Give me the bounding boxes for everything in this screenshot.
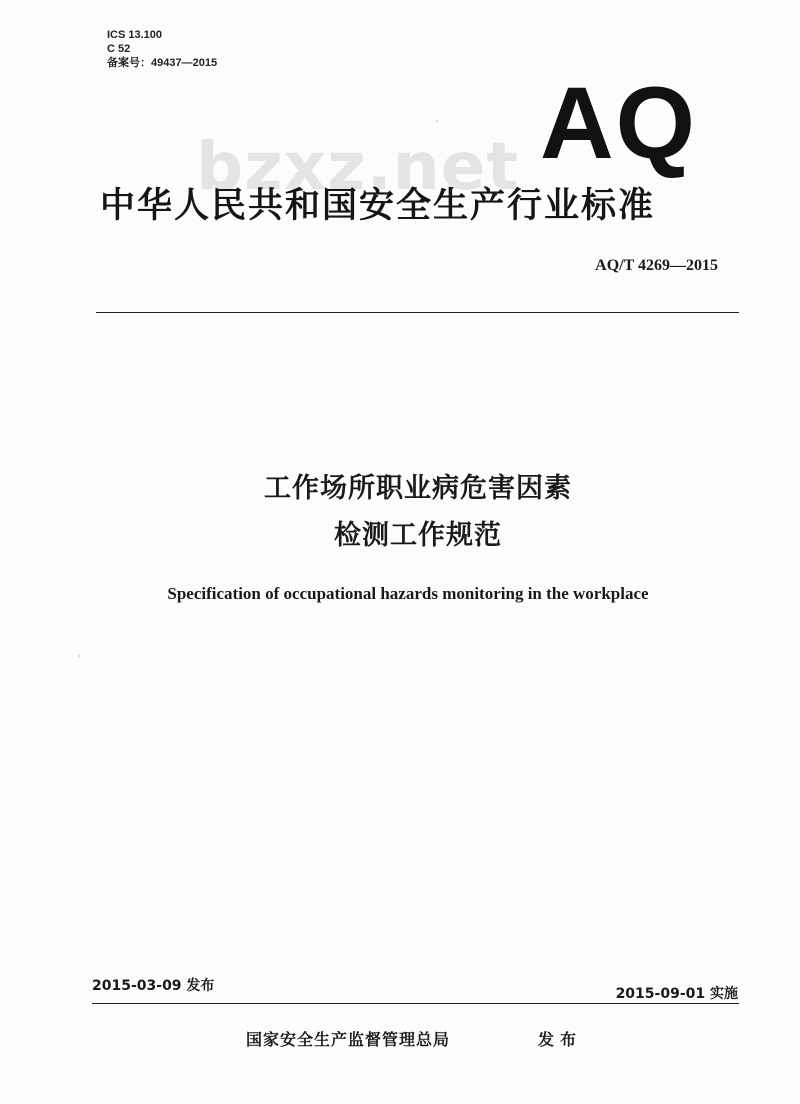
issue-action: 发布 bbox=[538, 1030, 583, 1049]
watermark: bzxz.net bbox=[196, 128, 520, 205]
scan-speck bbox=[436, 120, 438, 122]
bottom-divider bbox=[92, 1003, 739, 1004]
classification-block bbox=[107, 28, 217, 70]
publish-date: 2015-03-09 发布 bbox=[92, 978, 215, 994]
standard-code: AQ/T 4269—2015 bbox=[595, 257, 718, 274]
document-title-line1: 工作场所职业病危害因素 bbox=[264, 473, 572, 504]
top-divider bbox=[96, 312, 739, 313]
aq-logo: AQ bbox=[540, 66, 697, 180]
scan-speck bbox=[78, 655, 80, 657]
standard-category-title: 中华人民共和国安全生产行业标准 bbox=[100, 186, 656, 226]
document-title-english: Specification of occupational hazards monitoring in the workplace bbox=[167, 584, 649, 603]
implementation-date: 2015-09-01 实施 bbox=[615, 986, 738, 1002]
issuing-authority: 国家安全生产监督管理总局 bbox=[246, 1030, 451, 1049]
ccs-code: C 52 bbox=[107, 43, 131, 55]
record-number: 备案号：49437—2015 bbox=[107, 57, 218, 69]
document-title-line2: 检测工作规范 bbox=[334, 520, 502, 551]
ics-code: ICS 13.100 bbox=[107, 29, 163, 41]
